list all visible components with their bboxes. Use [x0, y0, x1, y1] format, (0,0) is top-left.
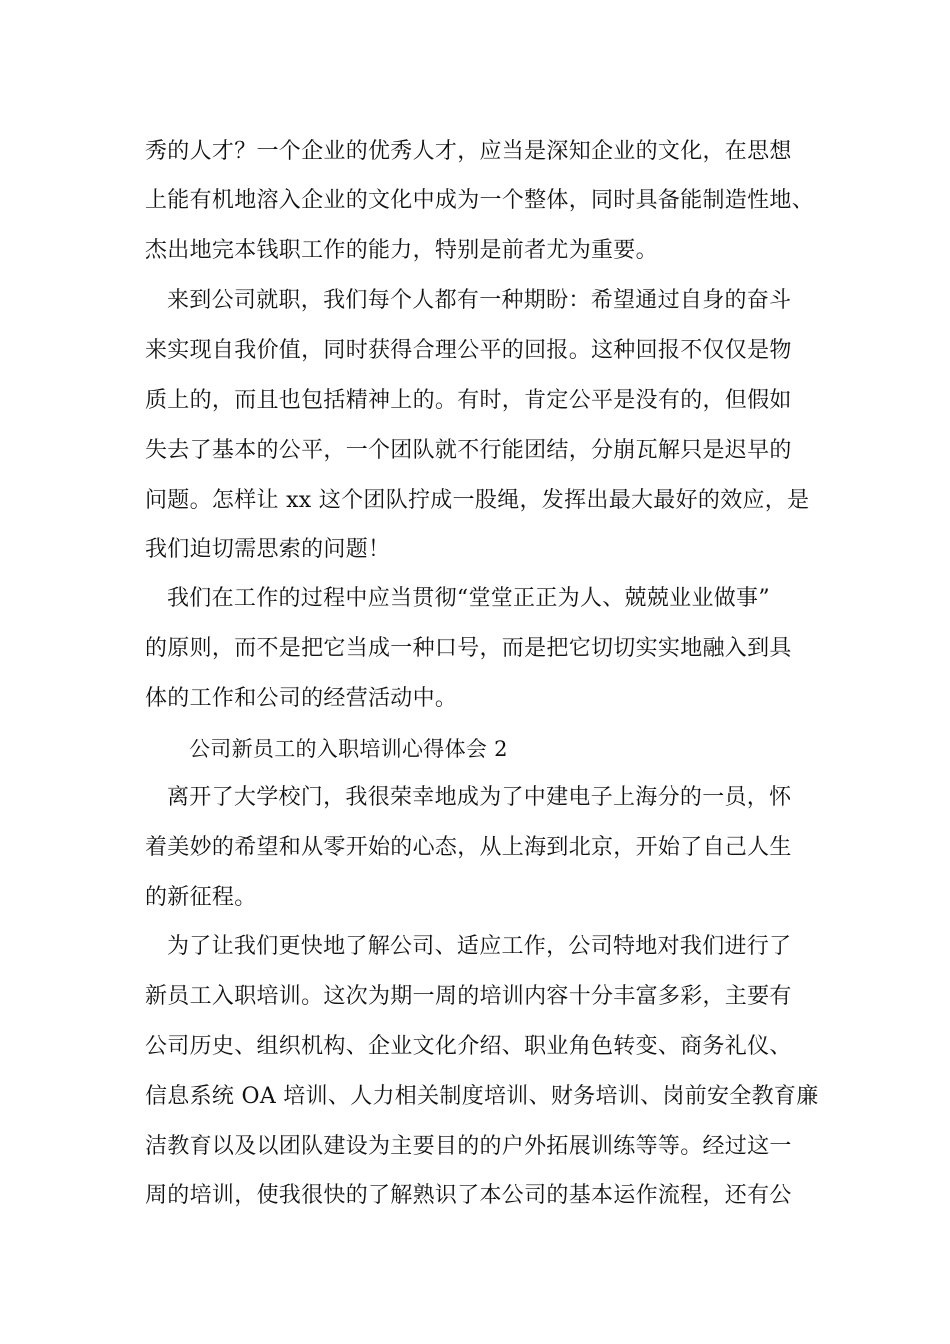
text-line: 洁教育以及以团队建设为主要目的的户外拓展训练等等。经过这一 — [145, 1134, 792, 1159]
text-line: 体的工作和公司的经营活动中。 — [145, 686, 458, 711]
text-line: 着美妙的希望和从零开始的心态，从上海到北京，开始了自己人生 — [145, 835, 792, 860]
text-line: 的新征程。 — [145, 885, 257, 910]
text-line: 问题。怎样让 xx 这个团队拧成一股绳，发挥出最大最好的效应，是 — [145, 488, 810, 513]
text-line: 新员工入职培训。这次为期一周的培训内容十分丰富多彩，主要有 — [145, 984, 792, 1009]
text-line: 秀的人才？一个企业的优秀人才，应当是深知企业的文化，在思想 — [145, 139, 792, 164]
text-line: 杰出地完本钱职工作的能力，特别是前者尤为重要。 — [145, 238, 658, 263]
paragraph-start-line: 离开了大学校门，我很荣幸地成为了中建电子上海分的一员，怀 — [167, 785, 792, 810]
paragraph-start-line: 我们在工作的过程中应当贯彻“堂堂正正为人、兢兢业业做事” — [167, 586, 770, 611]
paragraph-start-line: 为了让我们更快地了解公司、适应工作，公司特地对我们进行了 — [167, 934, 792, 959]
text-line: 质上的，而且也包括精神上的。有时，肯定公平是没有的，但假如 — [145, 388, 792, 413]
text-line: 失去了基本的公平，一个团队就不行能团结，分崩瓦解只是迟早的 — [145, 438, 792, 463]
text-line: 公司历史、组织机构、企业文化介绍、职业角色转变、商务礼仪、 — [145, 1034, 792, 1059]
text-line: 上能有机地溶入企业的文化中成为一个整体，同时具备能制造性地、 — [145, 188, 815, 213]
text-line: 我们迫切需思索的问题！ — [145, 537, 391, 562]
text-line: 来实现自我价值，同时获得合理公平的回报。这种回报不仅仅是物 — [145, 338, 792, 363]
section-heading: 公司新员工的入职培训心得体会 2 — [189, 737, 508, 761]
paragraph-start-line: 来到公司就职，我们每个人都有一种期盼：希望通过自身的奋斗 — [167, 288, 792, 313]
text-line: 周的培训，使我很快的了解熟识了本公司的基本运作流程，还有公 — [145, 1183, 792, 1208]
text-line: 信息系统 OA 培训、人力相关制度培训、财务培训、岗前安全教育廉 — [145, 1084, 819, 1109]
text-line: 的原则，而不是把它当成一种口号，而是把它切切实实地融入到具 — [145, 636, 792, 661]
